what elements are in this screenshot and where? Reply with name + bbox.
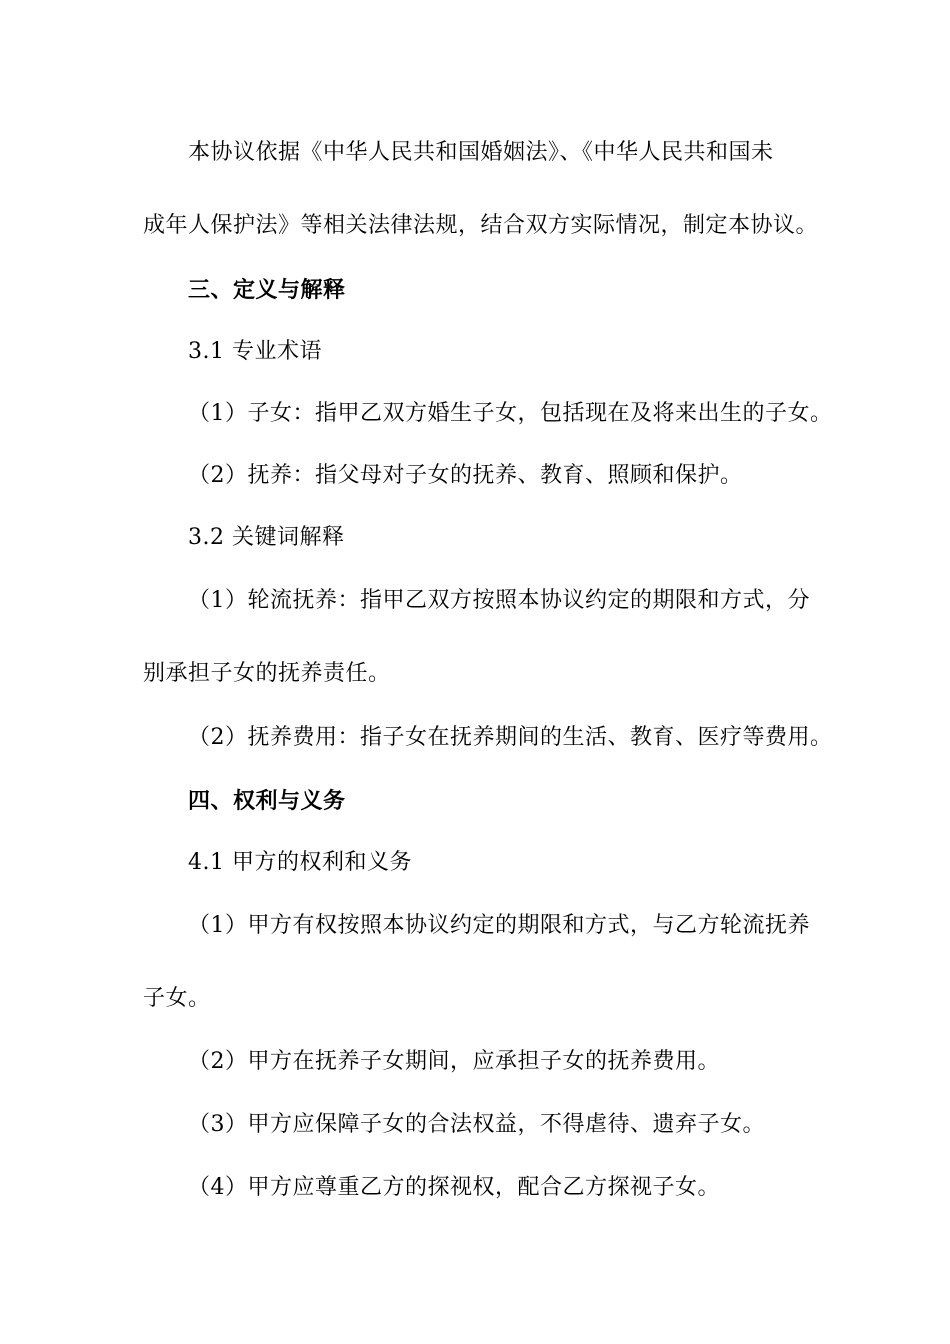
intro-paragraph-line-1: 本协议依据《中华人民共和国婚姻法》、《中华人民共和国未 [188,140,774,165]
party-a-item-2: （2）甲方在抚养子女期间，应承担子女的抚养费用。 [188,1049,720,1074]
subsection-4-1-heading: 4.1 甲方的权利和义务 [188,850,412,875]
party-a-item-4: （4）甲方应尊重乙方的探视权，配合乙方探视子女。 [188,1175,720,1200]
keyword-item-rotation-line-1: （1）轮流抚养：指甲乙双方按照本协议约定的期限和方式，分 [188,588,810,613]
definition-item-children: （1）子女：指甲乙双方婚生子女，包括现在及将来出生的子女。 [188,401,833,426]
definition-item-upbringing: （2）抚养：指父母对子女的抚养、教育、照顾和保护。 [188,463,743,488]
section-4-heading: 四、权利与义务 [188,788,346,814]
party-a-item-1-line-2: 子女。 [143,986,211,1011]
subsection-3-2-heading: 3.2 关键词解释 [188,525,345,550]
keyword-item-expenses: （2）抚养费用：指子女在抚养期间的生活、教育、医疗等费用。 [188,725,833,750]
keyword-item-rotation-line-2: 别承担子女的抚养责任。 [143,661,391,686]
intro-paragraph-line-2: 成年人保护法》等相关法律法规，结合双方实际情况，制定本协议。 [143,213,819,238]
section-3-heading: 三、定义与解释 [188,277,346,303]
party-a-item-3: （3）甲方应保障子女的合法权益，不得虐待、遗弃子女。 [188,1112,765,1137]
party-a-item-1-line-1: （1）甲方有权按照本协议约定的期限和方式，与乙方轮流抚养 [188,913,810,938]
subsection-3-1-heading: 3.1 专业术语 [188,339,322,364]
